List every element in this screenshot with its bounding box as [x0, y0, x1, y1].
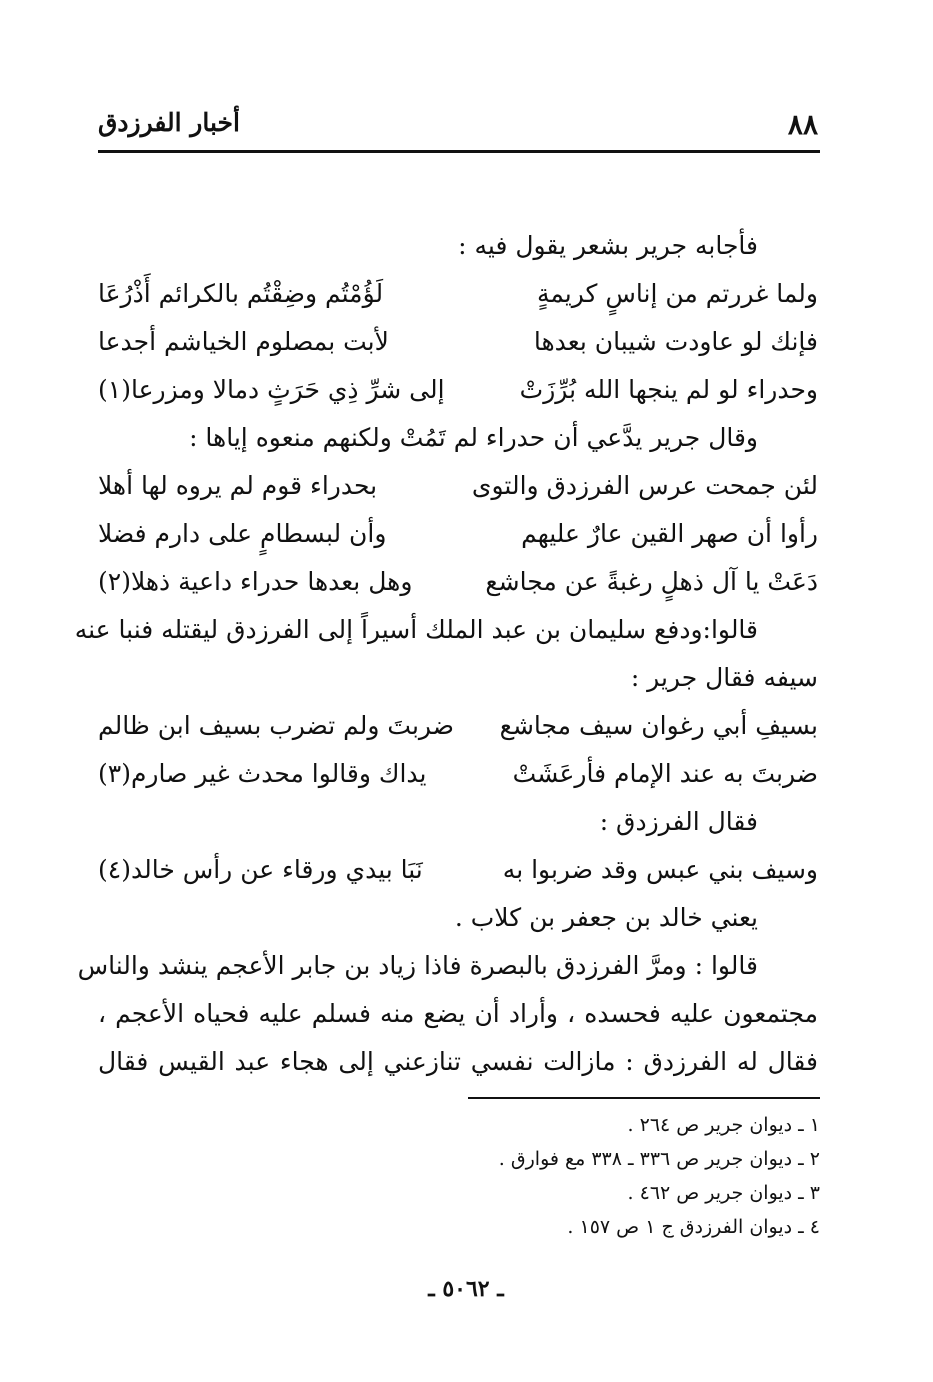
verse-line [98, 702, 818, 750]
prose-line: وقال جرير يدَّعي أن حدراء لم تَمُتْ ولكنهم منعوه إياها : [189, 423, 758, 452]
running-title: أخبار الفرزدق [98, 108, 240, 137]
prose-line: فقال له الفرزدق : مازالت نفسي تنازعني إلى هجاء عبد القيس فقال [98, 1047, 818, 1076]
footnote-rule [468, 1097, 820, 1099]
verse-second-hemistich: يداك وقالوا محدث غير صارم(٣) [98, 759, 427, 788]
verse-first-hemistich: فإنك لو عاودت شيبان بعدها [533, 327, 818, 356]
page-header [98, 108, 818, 148]
verse-line [98, 366, 818, 414]
prose-line: مجتمعون عليه فحسده ، وأراد أن يضع منه فسلم عليه فحياه الأعجم ، [98, 999, 818, 1028]
prose-line: فأجابه جرير بشعر يقول فيه : [458, 231, 758, 260]
prose-line: فقال الفرزدق : [599, 807, 758, 836]
prose-line: قالوا:ودفع سليمان بن عبد الملك أسيراً إلى الفرزدق ليقتله فنبا عنه [74, 615, 758, 644]
verse-first-hemistich: ولما غررتم من إناسٍ كريمةٍ [536, 279, 818, 308]
verse-first-hemistich: رأوا أن صهر القين عارٌ عليهم [521, 519, 818, 548]
footnote: ٢ ـ ديوان جرير ص ٣٣٦ ـ ٣٣٨ مع فوارق . [498, 1148, 820, 1170]
verse-line [98, 462, 818, 510]
folio-number: ـ ٥٠٦٢ ـ [428, 1276, 504, 1302]
verse-second-hemistich: وهل بعدها حدراء داعية ذهلا(٢) [98, 567, 413, 596]
verse-first-hemistich: دَعَتْ يا آل ذهلٍ رغبةً عن مجاشع [485, 567, 818, 596]
footnote: ٤ ـ ديوان الفرزدق ج ١ ص ١٥٧ . [567, 1216, 820, 1238]
verse-second-hemistich: لَؤُمْتُم وضِقْتُم بالكرائم أَذْرُعَا [98, 279, 384, 308]
verse-second-hemistich: بحدراء قوم لم يروه لها أهلا [98, 471, 378, 500]
prose-line: قالوا : ومرَّ الفرزدق بالبصرة فاذا زياد بن جابر الأعجم ينشد والناس [77, 951, 758, 980]
verse-first-hemistich: وحدراء لو لم ينجها الله بُرِّزَتْ [519, 375, 818, 404]
verse-first-hemistich: لئن جمحت عرس الفرزدق والتوى [471, 471, 818, 500]
verse-first-hemistich: بسيفِ أبي رغوان سيف مجاشع [499, 711, 818, 740]
verse-second-hemistich: وأن لبسطامٍ على دارم فضلا [98, 519, 387, 548]
verse-first-hemistich: وسيف بني عبس وقد ضربوا به [502, 855, 818, 884]
footnote: ٣ ـ ديوان جرير ص ٤٦٢ . [627, 1182, 820, 1204]
header-rule [98, 150, 820, 153]
verse-line [98, 510, 818, 558]
verse-line [98, 558, 818, 606]
verse-second-hemistich: نَبَا بيدي ورقاء عن رأس خالد(٤) [98, 855, 423, 884]
verse-second-hemistich: إلى شرِّ ذِي حَرَثٍ دمالا ومزرعا(١) [98, 375, 445, 404]
verse-line [98, 846, 818, 894]
prose-line: سيفه فقال جرير : [630, 663, 818, 692]
verse-second-hemistich: لأبت بمصلوم الخياشم أجدعا [98, 327, 389, 356]
prose-line: يعني خالد بن جعفر بن كلاب . [454, 903, 758, 932]
verse-second-hemistich: ضربتَ ولم تضرب بسيف ابن ظالم [98, 711, 454, 740]
verse-line [98, 318, 818, 366]
page-number: ٨٨ [787, 108, 818, 141]
footnote: ١ ـ ديوان جرير ص ٢٦٤ . [627, 1114, 820, 1136]
verse-first-hemistich: ضربتَ به عند الإمام فأرعَشَتْ [512, 759, 818, 788]
verse-line [98, 270, 818, 318]
verse-line [98, 750, 818, 798]
